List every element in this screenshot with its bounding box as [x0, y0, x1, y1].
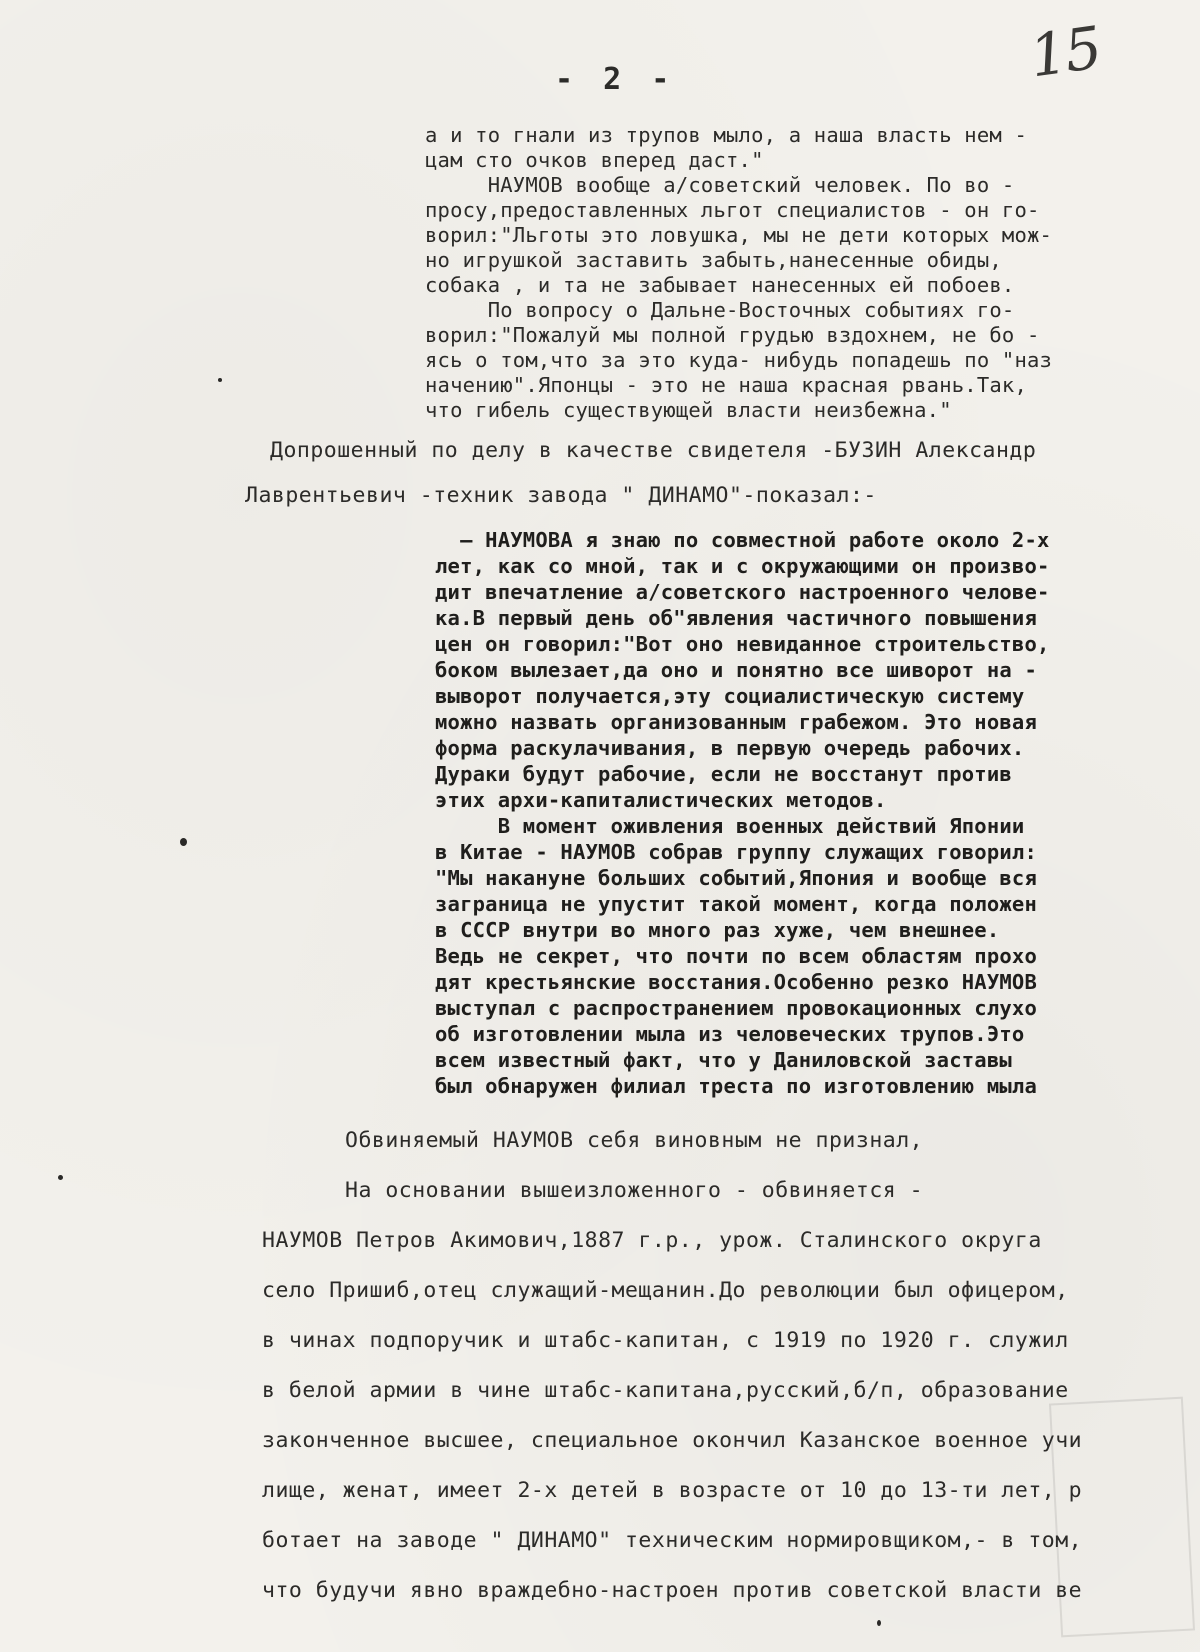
text-line: Лаврентьевич -техник завода " ДИНАМО"-показал:-	[245, 483, 877, 508]
text-line: но игрушкой заставить забыть,нанесенные обиды,	[425, 248, 1002, 272]
text-line: дит впечатление а/советского настроенного челове-	[435, 580, 1050, 604]
archive-page-number: 15	[1025, 13, 1105, 91]
text-line: заграница не упустит такой момент, когда положен	[435, 892, 1038, 916]
text-line: Дураки будут рабочие, если не восстанут против	[435, 762, 1012, 786]
text-line: ботает на заводе " ДИНАМО" техническим нормировщиком,- в том,	[262, 1528, 1083, 1553]
text-line: ясь о том,что за это куда- нибудь попадешь по "наз	[425, 348, 1053, 372]
text-line: об изготовлении мыла из человеческих трупов.Это	[435, 1022, 1025, 1046]
text-line: Ведь не секрет, что почти по всем областям прохо	[435, 944, 1038, 968]
text-line: НАУМОВ Петров Акимович,1887 г.р., урож. Сталинского округа	[262, 1228, 1042, 1253]
text-line: законченное высшее, специальное окончил Казанское военное учи	[262, 1428, 1083, 1453]
text-line: В момент оживления военных действий Японии	[435, 814, 1025, 838]
text-line: просу,предоставленных льгот специалистов - он го-	[425, 198, 1040, 222]
text-line: в белой армии в чине штабс-капитана,русский,б/п, образование	[262, 1378, 1069, 1403]
text-line: что будучи явно враждебно-настроен против советской власти ве	[262, 1578, 1083, 1603]
text-line: — НАУМОВА я знаю по совместной работе около 2-х	[435, 528, 1050, 552]
text-line: этих архи-капиталистических методов.	[435, 788, 887, 812]
text-line: На основании вышеизложенного - обвиняется -	[345, 1178, 924, 1203]
faint-stamp-mark	[1049, 1397, 1195, 1638]
text-line: Допрошенный по делу в качестве свидетеля -БУЗИН Александр	[270, 438, 1037, 463]
scan-speck	[180, 838, 187, 846]
text-line: цен он говорил:"Вот оно невиданное строительство,	[435, 632, 1050, 656]
text-line: в Китае - НАУМОВ собрав группу служащих говорил:	[435, 840, 1038, 864]
scan-speck	[877, 1620, 881, 1626]
text-line: выворот получается,эту социалистическую систему	[435, 684, 1025, 708]
text-line: начению".Японцы - это не наша красная рвань.Так,	[425, 373, 1028, 397]
scan-speck	[58, 1175, 63, 1180]
text-line: ка.В первый день об"явления частичного повышения	[435, 606, 1038, 630]
text-line: а и то гнали из трупов мыло, а наша власть нем -	[425, 123, 1028, 147]
text-line: что гибель существующей власти неизбежна."	[425, 398, 952, 422]
text-line: ворил:"Пожалуй мы полной грудью вздохнем, не бо -	[425, 323, 1040, 347]
text-line: Обвиняемый НАУМОВ себя виновным не признал,	[345, 1128, 924, 1153]
text-line: выступал с распространением провокационных слухо	[435, 996, 1038, 1020]
text-line: ворил:"Льготы это ловушка, мы не дети которых мож-	[425, 223, 1053, 247]
text-line: село Пришиб,отец служащий-мещанин.До революции был офицером,	[262, 1278, 1069, 1303]
text-line: дят крестьянские восстания.Особенно резко НАУМОВ	[435, 970, 1038, 994]
page-number: - 2 -	[555, 62, 676, 97]
text-line: лет, как со мной, так и с окружающими он произво-	[435, 554, 1050, 578]
text-line: По вопросу о Дальне-Восточных событиях го-	[425, 298, 1015, 322]
text-line: лище, женат, имеет 2-х детей в возрасте от 10 до 13-ти лет, р	[262, 1478, 1083, 1503]
text-line: в СССР внутри во много раз хуже, чем внешнее.	[435, 918, 1000, 942]
text-line: всем известный факт, что у Даниловской заставы	[435, 1048, 1012, 1072]
text-line: НАУМОВ вообще а/советский человек. По во -	[425, 173, 1015, 197]
text-line: можно назвать организованным грабежом. Это новая	[435, 710, 1038, 734]
text-line: "Мы накануне больших событий,Япония и вообще вся	[435, 866, 1038, 890]
text-line: был обнаружен филиал треста по изготовлению мыла	[435, 1074, 1038, 1098]
scan-speck	[218, 378, 222, 382]
text-line: собака , и та не забывает нанесенных ей побоев.	[425, 273, 1015, 297]
text-line: боком вылезает,да оно и понятно все шиворот на -	[435, 658, 1038, 682]
text-line: форма раскулачивания, в первую очередь рабочих.	[435, 736, 1025, 760]
text-line: цам сто очков вперед даст."	[425, 148, 764, 172]
text-line: в чинах подпоручик и штабс-капитан, с 1919 по 1920 г. служил	[262, 1328, 1069, 1353]
